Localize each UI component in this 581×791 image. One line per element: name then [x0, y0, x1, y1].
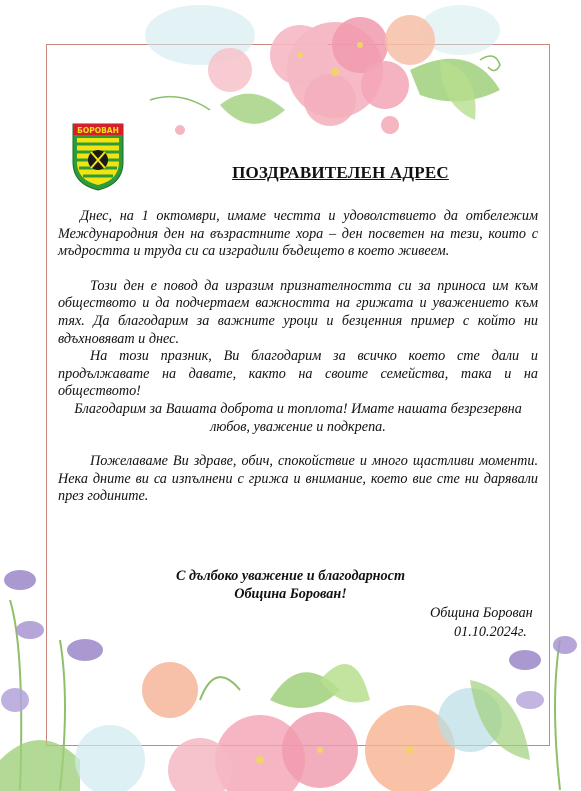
paragraph-2: Този ден е повод да изразим признателността си за приноса им към обществото и да подчертаем важността на грижата и уважението към тях. Да благодарим за важните уроци и безценния пример с който ни вдъхновяват и днес.: [58, 277, 538, 347]
signature-date: 01.10.2024г.: [454, 624, 527, 640]
paragraph-3: На този празник, Ви благодарим за всичко което сте дали и продължавате на давате, както на своите семейства, така и на обществото!: [58, 348, 538, 400]
paragraph-5: Пожелаваме Ви здраве, обич, спокойствие и много щастливи моменти. Нека дните ви са изпълнени с грижа и внимание, което вие сте ни дарявали през годините.: [58, 453, 538, 505]
document-title: ПОЗДРАВИТЕЛЕН АДРЕС: [232, 163, 449, 182]
crest-label: БОРОВАН: [77, 126, 119, 135]
paragraph-1: Днес, на 1 октомври, имаме честта и удоволствието да отбележим Международния ден на възрастните хора – ден посветен на тези, които с мъдростта и труда си са изградили бъдещето в което живеем.: [58, 208, 538, 260]
paragraph-4: Благодарим за Вашата доброта и топлота! Имате нашата безрезервна любов, уважение и подкрепа.: [74, 400, 522, 435]
closing-line-2: Община Борован!: [234, 586, 347, 602]
signature-block: [430, 604, 533, 642]
letter-body: [58, 208, 538, 506]
closing-line-1: С дълбоко уважение и благодарност: [176, 568, 405, 584]
signature-name: Община Борован: [430, 605, 533, 621]
closing-block: [0, 567, 581, 603]
